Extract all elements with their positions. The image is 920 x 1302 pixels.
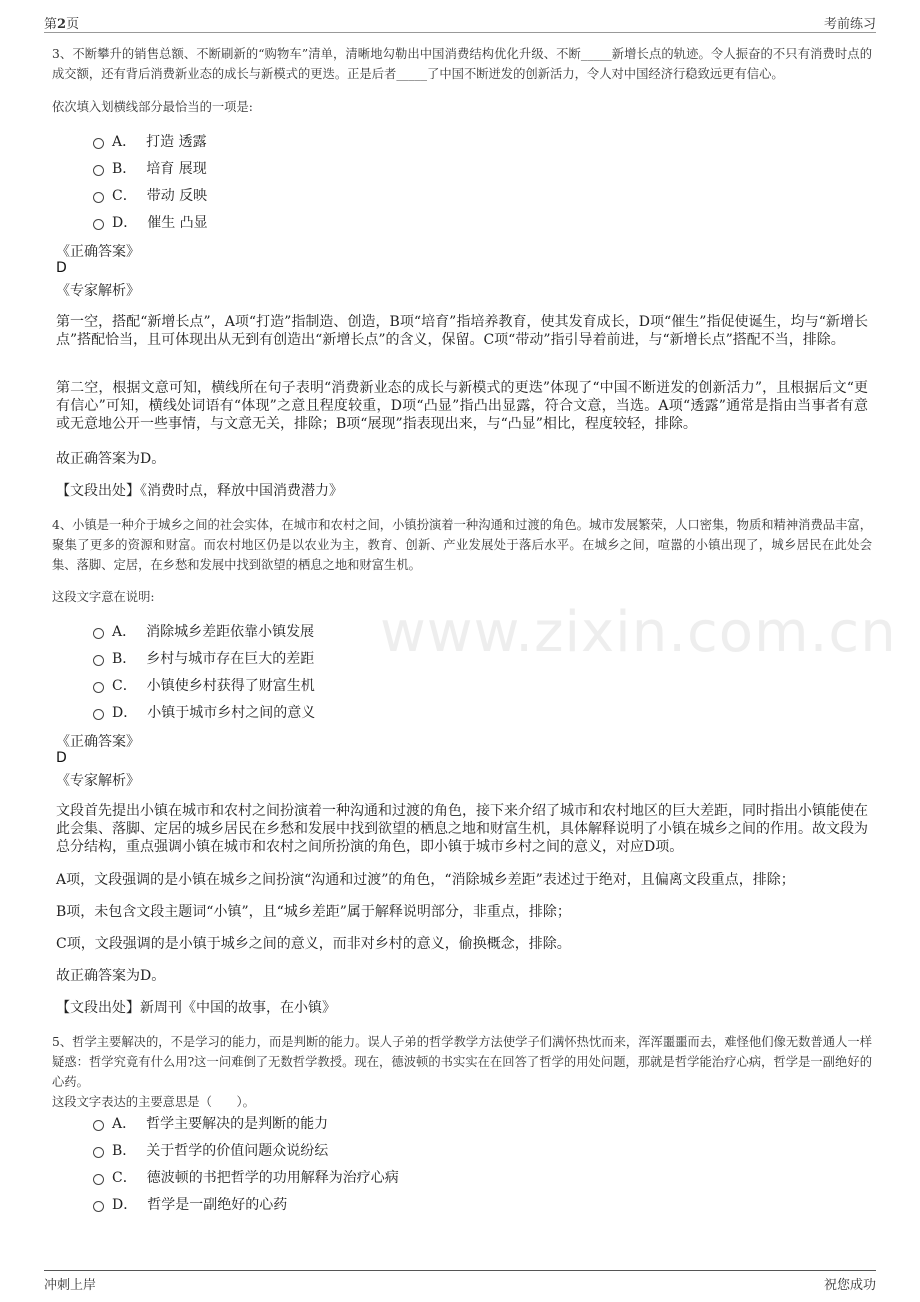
answer-label: 《正确答案》 xyxy=(56,734,140,750)
question-3-text: 3、不断攀升的销售总额、不断刷新的“购物车”清单，清晰地勾勒出中国消费结构优化升级、不断_____新增长点的轨迹。令人振奋的不只有消费时点的成交额，还有背后消费新业态的成长与新模式的更迭。正是后者_____了中国不断迸发的创新活力，令人对中国经济行稳致远更有信心。 xyxy=(52,47,872,81)
question-5-text: 5、哲学主要解决的，不是学习的能力，而是判断的能力。误人子弟的哲学教学方法使学子们满怀热忱而来，浑浑噩噩而去，难怪他们像无数普通人一样疑惑：哲学究竟有什么用?这一问难倒了无数哲学教授。现在，德波顿的书实实在在回答了哲学的用处问题，那就是哲学能治疗心病，哲学是一副绝好的心药。 xyxy=(52,1035,872,1089)
analysis-paragraph: 第二空，根据文意可知，横线所在句子表明“消费新业态的成长与新模式的更迭”体现了“中国不断迸发的创新活力”，且根据后文“更有信心”可知，横线处词语有“体现”之意且程度较重，D项“凸显”指凸出显露，符合文意，当选。A项“透露”通常是指由当事者有意或无意地公开一些事情，与文意无关，排除；B项“展现”指表现出来，与“凸显”相比，程度较轻，排除。 xyxy=(56,380,868,432)
analysis-paragraph: A项，文段强调的是小镇在城乡之间扮演“沟通和过渡”的角色，“消除城乡差距”表述过于绝对，且偏离文段重点，排除； xyxy=(56,872,795,888)
analysis-paragraph: C项，文段强调的是小镇于城乡之间的意义，而非对乡村的意义，偷换概念，排除。 xyxy=(56,936,571,952)
question-3-prompt: 依次填入划横线部分最恰当的一项是: xyxy=(52,100,253,114)
analysis-conclusion: 故正确答案为D。 xyxy=(56,451,166,467)
question-3-option-b[interactable]: B． 培育 展现 xyxy=(93,158,207,178)
question-3-option-a[interactable]: A． 打造 透露 xyxy=(93,131,207,151)
page-footer xyxy=(44,1270,876,1295)
radio-icon[interactable] xyxy=(93,165,104,176)
watermark: www.zixin.com.cn xyxy=(380,600,897,665)
radio-icon[interactable] xyxy=(93,1201,104,1212)
question-3-option-c[interactable]: C． 带动 反映 xyxy=(93,185,207,205)
radio-icon[interactable] xyxy=(93,628,104,639)
question-5-option-a[interactable]: A． 哲学主要解决的是判断的能力 xyxy=(93,1113,328,1133)
radio-icon[interactable] xyxy=(93,1120,104,1131)
radio-icon[interactable] xyxy=(93,655,104,666)
footer-right-text: 祝您成功 xyxy=(823,1277,876,1293)
radio-icon[interactable] xyxy=(93,138,104,149)
question-4-option-a[interactable]: A． 消除城乡差距依靠小镇发展 xyxy=(93,621,314,641)
question-5-option-b[interactable]: B． 关于哲学的价值问题众说纷纭 xyxy=(93,1140,328,1160)
question-3-option-d[interactable]: D． 催生 凸显 xyxy=(93,212,208,232)
analysis-paragraph: 文段首先提出小镇在城市和农村之间扮演着一种沟通和过渡的角色，接下来介绍了城市和农村地区的巨大差距，同时指出小镇能使在此会集、落脚、定居的城乡居民在乡愁和发展中找到欲望的栖息之地和财富生机，具体解释说明了小镇在城乡之间的作用。故文段为总分结构，重点强调小镇在城市和农村之间所扮演的角色，即小镇于城市乡村之间的意义，对应D项。 xyxy=(56,803,868,855)
analysis-label: 《专家解析》 xyxy=(56,773,140,789)
footer-left-text: 冲刺上岸 xyxy=(44,1277,97,1293)
question-4-prompt: 这段文字意在说明: xyxy=(52,590,155,604)
radio-icon[interactable] xyxy=(93,1147,104,1158)
analysis-paragraph: B项，未包含文段主题词“小镇”，且“城乡差距”属于解释说明部分，非重点，排除； xyxy=(56,904,571,920)
question-4-option-b[interactable]: B． 乡村与城市存在巨大的差距 xyxy=(93,648,314,668)
analysis-paragraph: 第一空，搭配“新增长点”，A项“打造”指制造、创造，B项“培育”指培养教育，使其发育成长，D项“催生”指促使诞生，均与“新增长点”搭配恰当，且可体现出从无到有创造出“新增长点”的含义，保留。C项“带动”指引导着前进，与“新增长点”搭配不当，排除。 xyxy=(56,314,868,348)
source-citation: 【文段出处】新周刊《中国的故事，在小镇》 xyxy=(56,1000,336,1016)
question-4-text: 4、小镇是一种介于城乡之间的社会实体，在城市和农村之间，小镇扮演着一种沟通和过渡的角色。城市发展繁荣，人口密集，物质和精神消费品丰富，聚集了更多的资源和财富。而农村地区仍是以农业为主，教育、创新、产业发展处于落后水平。在城乡之间，喧嚣的小镇出现了，城乡居民在此处会集、落脚、定居，在乡愁和发展中找到欲望的栖息之地和财富生机。 xyxy=(52,518,872,572)
header-right-text: 考前练习 xyxy=(823,16,876,32)
answer-value: D xyxy=(56,750,67,766)
answer-value: D xyxy=(56,260,67,276)
analysis-conclusion: 故正确答案为D。 xyxy=(56,968,166,984)
question-5-prompt: 这段文字表达的主要意思是（ ）。 xyxy=(52,1095,255,1109)
radio-icon[interactable] xyxy=(93,682,104,693)
page-header xyxy=(44,12,876,33)
radio-icon[interactable] xyxy=(93,192,104,203)
question-4-option-d[interactable]: D． 小镇于城市乡村之间的意义 xyxy=(93,702,315,722)
source-citation: 【文段出处】《消费时点，释放中国消费潜力》 xyxy=(56,483,343,499)
answer-label: 《正确答案》 xyxy=(56,244,140,260)
radio-icon[interactable] xyxy=(93,219,104,230)
radio-icon[interactable] xyxy=(93,709,104,720)
radio-icon[interactable] xyxy=(93,1174,104,1185)
question-5-option-d[interactable]: D． 哲学是一副绝好的心药 xyxy=(93,1194,287,1214)
question-4-option-c[interactable]: C． 小镇使乡村获得了财富生机 xyxy=(93,675,315,695)
analysis-label: 《专家解析》 xyxy=(56,283,140,299)
page-number-label: 第2页 xyxy=(44,16,80,32)
question-5-option-c[interactable]: C． 德波顿的书把哲学的功用解释为治疗心病 xyxy=(93,1167,399,1187)
